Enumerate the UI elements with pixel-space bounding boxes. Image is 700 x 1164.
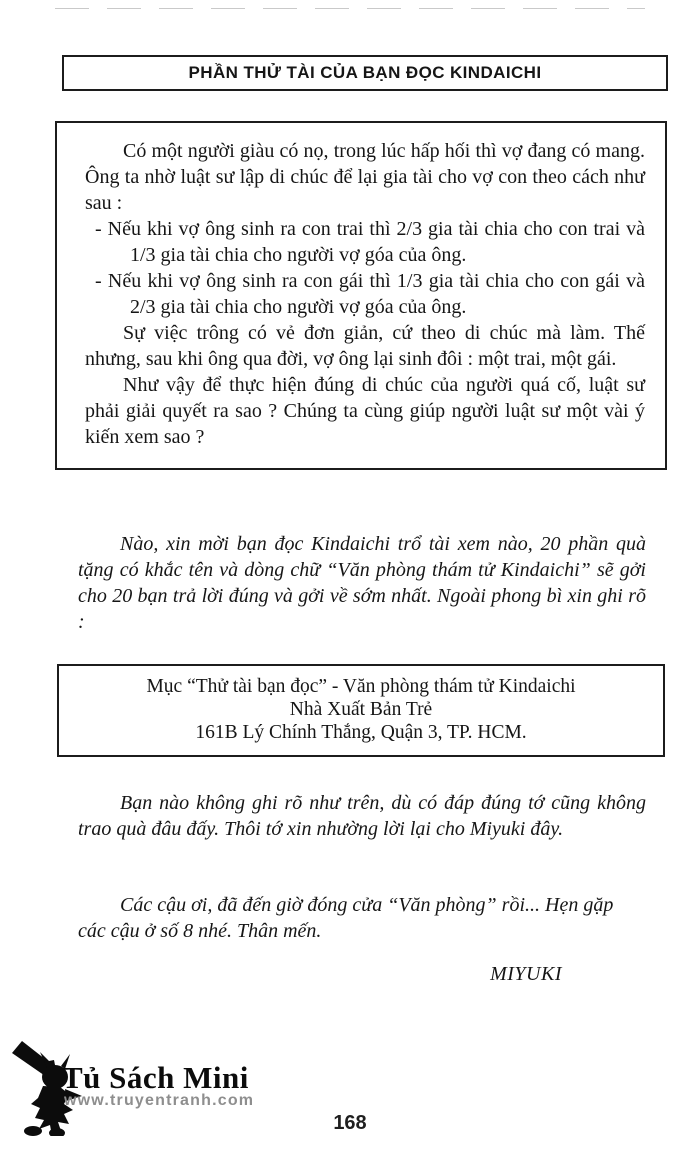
riddle-intro-paragraph: Có một người giàu có nọ, trong lúc hấp hối thì vợ đang có mang. Ông ta nhờ luật sư lập di chúc để lại gia tài cho vợ con theo cách như sau : <box>85 140 645 214</box>
riddle-question-paragraph: Như vậy để thực hiện đúng di chúc của người quá cố, luật sư phải giải quyết ra sao ? Chúng ta cùng giúp người luật sư một vài ý kiến xem sao ? <box>85 374 645 448</box>
address-line-publisher: Nhà Xuất Bản Trẻ <box>289 699 433 720</box>
scan-artifact-line <box>55 8 645 9</box>
signature-miyuki: MIYUKI <box>490 963 562 985</box>
riddle-text-box <box>55 121 667 470</box>
note-paragraph: Bạn nào không ghi rõ như trên, dù có đáp đúng tớ cũng không trao quà đâu đấy. Thôi tớ xin nhường lời lại cho Miyuki đây. <box>78 792 646 840</box>
riddle-complication-paragraph: Sự việc trông có vẻ đơn giản, cứ theo di chúc mà làm. Thế nhưng, sau khi ông qua đời, vợ ông lại sinh đôi : một trai, một gái. <box>85 322 645 370</box>
page-title: PHẦN THỬ TÀI CỦA BẠN ĐỌC KINDAICHI <box>188 63 542 82</box>
page-number: 168 <box>333 1112 367 1134</box>
riddle-rule-daughter: - Nếu khi vợ ông sinh ra con gái thì 1/3 gia tài chia cho con gái và 2/3 gia tài chia cho người vợ góa của ông. <box>95 270 645 318</box>
publisher-website: www.truyentranh.com <box>64 1092 255 1109</box>
riddle-rule-son: - Nếu khi vợ ông sinh ra con trai thì 2/3 gia tài chia cho con trai và 1/3 gia tài chia cho người vợ góa của ông. <box>95 218 645 266</box>
farewell-paragraph: Các cậu ơi, đã đến giờ đóng cửa “Văn phòng” rồi... Hẹn gặp các cậu ở số 8 nhé. Thân mến. <box>78 894 614 942</box>
publisher-name: Tủ Sách Mini <box>62 1060 249 1095</box>
address-line-section: Mục “Thử tài bạn đọc” - Văn phòng thám tử Kindaichi <box>146 676 576 697</box>
invitation-paragraph: Nào, xin mời bạn đọc Kindaichi trổ tài xem nào, 20 phần quà tặng có khắc tên và dòng chữ “Văn phòng thám tử Kindaichi” sẽ gởi cho 20 bạn trả lời đúng và gởi về sớm nhất. Ngoài phong bì xin ghi rõ : <box>78 533 646 633</box>
address-line-street: 161B Lý Chính Thắng, Quận 3, TP. HCM. <box>195 722 527 743</box>
section-title-banner <box>62 55 668 91</box>
mailing-address-box <box>57 664 665 757</box>
